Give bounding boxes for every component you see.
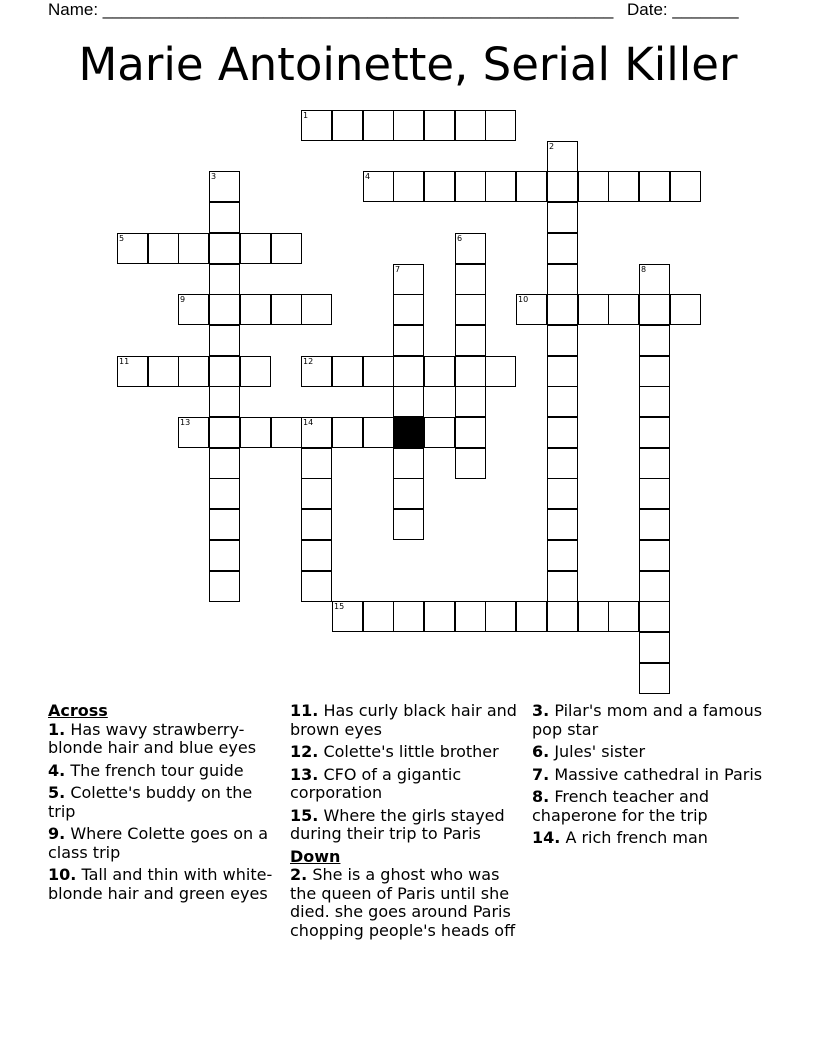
grid-cell[interactable] bbox=[301, 448, 332, 479]
grid-cell[interactable] bbox=[271, 233, 302, 264]
grid-cell[interactable] bbox=[209, 448, 240, 479]
grid-cell[interactable] bbox=[209, 233, 240, 264]
clue-number: 2. bbox=[290, 865, 308, 884]
grid-cell[interactable] bbox=[578, 601, 609, 632]
grid-cell[interactable] bbox=[332, 110, 363, 141]
clue-number: 8. bbox=[532, 787, 550, 806]
grid-cell[interactable] bbox=[209, 202, 240, 233]
grid-cell[interactable] bbox=[485, 110, 516, 141]
grid-cell[interactable] bbox=[639, 571, 670, 602]
clue-down-14 bbox=[532, 829, 772, 848]
page-title: Marie Antoinette, Serial Killer bbox=[78, 38, 738, 91]
clue-text: The french tour guide bbox=[70, 760, 244, 780]
grid-cell[interactable] bbox=[455, 325, 486, 356]
grid-cell[interactable] bbox=[363, 110, 394, 141]
grid-cell[interactable] bbox=[209, 509, 240, 540]
clue-number: 13. bbox=[290, 764, 319, 784]
grid-cell[interactable] bbox=[639, 417, 670, 448]
clue-text: French teacher and chaperone for the trip bbox=[532, 787, 710, 825]
cell-number: 14 bbox=[303, 418, 314, 427]
grid-cell[interactable] bbox=[639, 325, 670, 356]
cell-number: 2 bbox=[549, 142, 555, 151]
clue-across-9 bbox=[48, 825, 280, 862]
grid-cell[interactable] bbox=[393, 110, 424, 141]
clue-text: Tall and thin with white-blonde hair and green eyes bbox=[48, 865, 273, 903]
grid-cell[interactable] bbox=[178, 356, 209, 387]
grid-cell[interactable] bbox=[301, 356, 332, 387]
grid-cell[interactable] bbox=[393, 601, 424, 632]
grid-cell[interactable] bbox=[209, 294, 240, 325]
across-heading: Across bbox=[48, 701, 108, 720]
clue-across-11 bbox=[290, 702, 530, 739]
grid-cell[interactable] bbox=[547, 540, 578, 571]
grid-cell[interactable] bbox=[639, 540, 670, 571]
grid-cell[interactable] bbox=[393, 448, 424, 479]
grid-cell[interactable] bbox=[363, 601, 394, 632]
grid-cell[interactable] bbox=[639, 509, 670, 540]
grid-cell[interactable] bbox=[547, 202, 578, 233]
cell-number: 6 bbox=[457, 234, 463, 243]
grid-cell[interactable] bbox=[547, 571, 578, 602]
grid-cell[interactable] bbox=[639, 663, 670, 694]
grid-cell[interactable] bbox=[209, 386, 240, 417]
grid-cell[interactable] bbox=[547, 448, 578, 479]
grid-cell[interactable] bbox=[455, 264, 486, 295]
cell-number: 5 bbox=[119, 234, 125, 243]
clue-down-2 bbox=[290, 866, 530, 940]
grid-cell[interactable] bbox=[516, 294, 547, 325]
grid-cell[interactable] bbox=[393, 264, 424, 295]
grid-cell[interactable] bbox=[547, 386, 578, 417]
grid-cell[interactable] bbox=[485, 171, 516, 202]
clue-across-13 bbox=[290, 766, 530, 803]
grid-cell[interactable] bbox=[240, 356, 271, 387]
grid-cell[interactable] bbox=[178, 233, 209, 264]
clue-number: 5. bbox=[48, 783, 66, 802]
grid-cell[interactable] bbox=[547, 325, 578, 356]
cell-number: 7 bbox=[395, 265, 401, 274]
grid-cell[interactable] bbox=[301, 294, 332, 325]
grid-cell[interactable] bbox=[670, 171, 701, 202]
clue-across-1 bbox=[48, 721, 280, 758]
grid-cell[interactable] bbox=[639, 356, 670, 387]
date-line: Date: _______ bbox=[627, 0, 739, 19]
clue-across-4 bbox=[48, 762, 280, 781]
grid-cell[interactable] bbox=[547, 356, 578, 387]
cell-number: 1 bbox=[303, 111, 309, 120]
grid-cell[interactable] bbox=[271, 417, 302, 448]
clue-text: She is a ghost who was the queen of Paris until she died. she goes around Paris chopping people's heads off bbox=[290, 865, 516, 940]
clue-across-5 bbox=[48, 784, 280, 821]
clue-number: 1. bbox=[48, 719, 66, 739]
grid-cell-black bbox=[393, 417, 424, 448]
grid-cell[interactable] bbox=[148, 356, 179, 387]
cell-number: 11 bbox=[119, 357, 130, 366]
grid-cell[interactable] bbox=[424, 417, 455, 448]
grid-cell[interactable] bbox=[455, 417, 486, 448]
cell-number: 4 bbox=[365, 172, 371, 181]
grid-cell[interactable] bbox=[209, 478, 240, 509]
grid-cell[interactable] bbox=[209, 171, 240, 202]
clue-number: 14. bbox=[532, 828, 561, 847]
clue-text: Pilar's mom and a famous pop star bbox=[532, 701, 763, 739]
grid-cell[interactable] bbox=[209, 417, 240, 448]
clue-text: A rich french man bbox=[565, 828, 708, 847]
grid-cell[interactable] bbox=[608, 601, 639, 632]
down-heading: Down bbox=[290, 846, 341, 866]
grid-cell[interactable] bbox=[393, 325, 424, 356]
grid-cell[interactable] bbox=[393, 356, 424, 387]
clue-column-2 bbox=[290, 702, 530, 944]
grid-cell[interactable] bbox=[639, 386, 670, 417]
grid-cell[interactable] bbox=[639, 601, 670, 632]
grid-cell[interactable] bbox=[424, 601, 455, 632]
clue-number: 4. bbox=[48, 760, 66, 780]
grid-cell[interactable] bbox=[455, 171, 486, 202]
grid-cell[interactable] bbox=[547, 141, 578, 172]
grid-cell[interactable] bbox=[117, 356, 148, 387]
grid-cell[interactable] bbox=[455, 294, 486, 325]
clue-text: Jules' sister bbox=[554, 742, 646, 761]
grid-cell[interactable] bbox=[332, 356, 363, 387]
grid-cell[interactable] bbox=[578, 294, 609, 325]
grid-cell[interactable] bbox=[670, 294, 701, 325]
grid-cell[interactable] bbox=[547, 509, 578, 540]
grid-cell[interactable] bbox=[455, 448, 486, 479]
grid-cell[interactable] bbox=[516, 601, 547, 632]
grid-cell[interactable] bbox=[301, 540, 332, 571]
clue-text: Has curly black hair and brown eyes bbox=[290, 701, 517, 739]
grid-cell[interactable] bbox=[301, 417, 332, 448]
cell-number: 15 bbox=[334, 602, 345, 611]
grid-cell[interactable] bbox=[455, 110, 486, 141]
clue-down-8 bbox=[532, 788, 772, 825]
grid-cell[interactable] bbox=[547, 478, 578, 509]
grid-cell[interactable] bbox=[547, 233, 578, 264]
clue-number: 11. bbox=[290, 701, 319, 720]
grid-cell[interactable] bbox=[117, 233, 148, 264]
grid-cell[interactable] bbox=[547, 171, 578, 202]
clue-text: Where the girls stayed during their trip to Paris bbox=[290, 805, 505, 843]
clue-text: Where Colette goes on a class trip bbox=[48, 824, 269, 862]
grid-cell[interactable] bbox=[485, 601, 516, 632]
name-line: Name: ______________________________________________________ bbox=[48, 0, 614, 19]
grid-cell[interactable] bbox=[301, 110, 332, 141]
grid-cell[interactable] bbox=[209, 325, 240, 356]
grid-cell[interactable] bbox=[455, 233, 486, 264]
clue-column-1 bbox=[48, 702, 280, 907]
grid-cell[interactable] bbox=[393, 478, 424, 509]
grid-cell[interactable] bbox=[639, 264, 670, 295]
grid-cell[interactable] bbox=[301, 571, 332, 602]
grid-cell[interactable] bbox=[455, 356, 486, 387]
grid-cell[interactable] bbox=[301, 509, 332, 540]
grid-cell[interactable] bbox=[363, 417, 394, 448]
grid-cell[interactable] bbox=[639, 294, 670, 325]
grid-cell[interactable] bbox=[148, 233, 179, 264]
clue-text: Massive cathedral in Paris bbox=[554, 764, 763, 784]
grid-cell[interactable] bbox=[240, 233, 271, 264]
grid-cell[interactable] bbox=[301, 478, 332, 509]
clue-number: 7. bbox=[532, 764, 550, 784]
clue-text: Has wavy strawberry-blonde hair and blue eyes bbox=[48, 719, 257, 757]
grid-cell[interactable] bbox=[547, 601, 578, 632]
grid-cell[interactable] bbox=[424, 171, 455, 202]
grid-cell[interactable] bbox=[516, 171, 547, 202]
cell-number: 9 bbox=[180, 295, 186, 304]
grid-cell[interactable] bbox=[547, 417, 578, 448]
clue-across-12 bbox=[290, 743, 530, 762]
clue-down-3 bbox=[532, 702, 772, 739]
cell-number: 10 bbox=[518, 295, 529, 304]
cell-number: 3 bbox=[211, 172, 217, 181]
grid-cell[interactable] bbox=[455, 601, 486, 632]
grid-cell[interactable] bbox=[393, 171, 424, 202]
grid-cell[interactable] bbox=[393, 509, 424, 540]
grid-cell[interactable] bbox=[639, 478, 670, 509]
grid-cell[interactable] bbox=[209, 264, 240, 295]
grid-cell[interactable] bbox=[332, 417, 363, 448]
grid-cell[interactable] bbox=[209, 571, 240, 602]
grid-cell[interactable] bbox=[608, 294, 639, 325]
grid-cell[interactable] bbox=[209, 540, 240, 571]
clue-number: 3. bbox=[532, 701, 550, 720]
grid-cell[interactable] bbox=[271, 294, 302, 325]
clue-down-7 bbox=[532, 766, 772, 785]
grid-cell[interactable] bbox=[393, 386, 424, 417]
clue-column-3 bbox=[532, 702, 772, 852]
grid-cell[interactable] bbox=[178, 294, 209, 325]
grid-cell[interactable] bbox=[363, 356, 394, 387]
clue-number: 6. bbox=[532, 742, 550, 761]
clue-number: 15. bbox=[290, 805, 319, 825]
grid-cell[interactable] bbox=[393, 294, 424, 325]
grid-cell[interactable] bbox=[332, 601, 363, 632]
grid-cell[interactable] bbox=[639, 632, 670, 663]
clue-text: CFO of a gigantic corporation bbox=[290, 764, 462, 802]
clue-down-6 bbox=[532, 743, 772, 762]
grid-cell[interactable] bbox=[240, 294, 271, 325]
grid-cell[interactable] bbox=[547, 264, 578, 295]
grid-cell[interactable] bbox=[424, 356, 455, 387]
clue-across-15 bbox=[290, 807, 530, 844]
clue-text: Colette's buddy on the trip bbox=[48, 783, 253, 821]
cell-number: 12 bbox=[303, 357, 314, 366]
grid-cell[interactable] bbox=[209, 356, 240, 387]
grid-cell[interactable] bbox=[639, 171, 670, 202]
grid-cell[interactable] bbox=[240, 417, 271, 448]
clue-number: 12. bbox=[290, 742, 319, 761]
grid-cell[interactable] bbox=[363, 171, 394, 202]
clue-number: 9. bbox=[48, 824, 66, 843]
clue-number: 10. bbox=[48, 865, 77, 884]
cell-number: 13 bbox=[180, 418, 191, 427]
cell-number: 8 bbox=[641, 265, 647, 274]
grid-cell[interactable] bbox=[455, 386, 486, 417]
clue-across-10 bbox=[48, 866, 280, 903]
clue-text: Colette's little brother bbox=[323, 742, 499, 761]
grid-cell[interactable] bbox=[639, 448, 670, 479]
grid-cell[interactable] bbox=[608, 171, 639, 202]
grid-cell[interactable] bbox=[424, 110, 455, 141]
grid-cell[interactable] bbox=[485, 356, 516, 387]
grid-cell[interactable] bbox=[578, 171, 609, 202]
grid-cell[interactable] bbox=[547, 294, 578, 325]
grid-cell[interactable] bbox=[178, 417, 209, 448]
